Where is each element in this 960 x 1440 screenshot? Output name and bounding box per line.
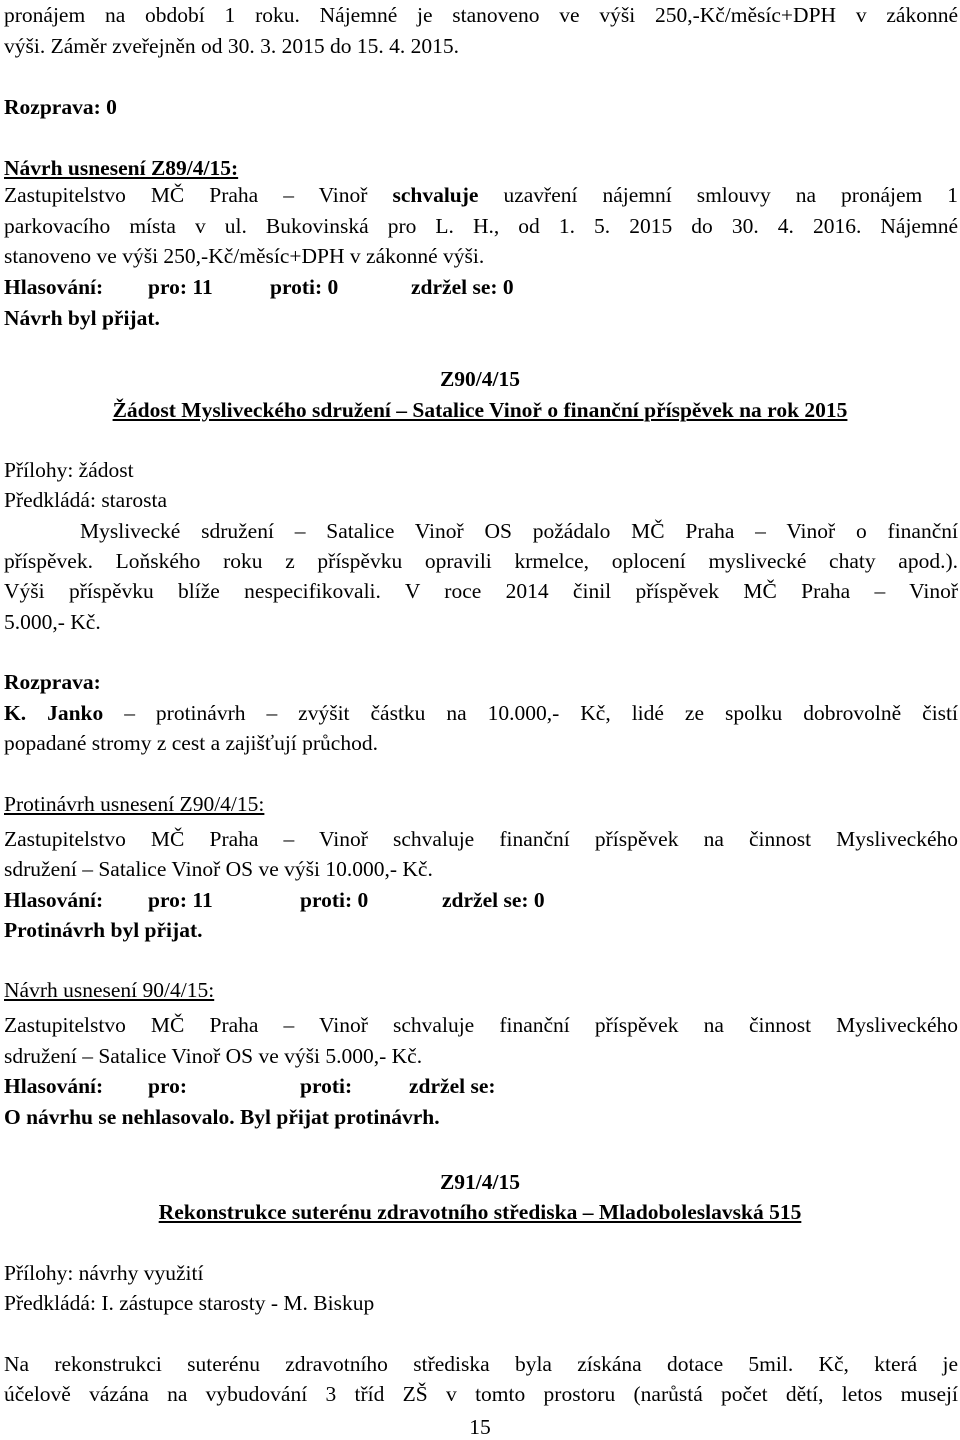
- page-number: 15: [469, 1415, 491, 1439]
- vote-line: [4, 887, 958, 913]
- vote-result: O návrhu se nehlasovalo. Byl přijat protinávrh.: [4, 1105, 440, 1129]
- paragraph-line: 5.000,- Kč.: [4, 610, 101, 634]
- paragraph-line: Na rekonstrukci suterénu zdravotního střediska byla získána dotace 5mil. Kč, která je: [4, 1352, 958, 1376]
- vote-label: Hlasování:: [4, 1074, 104, 1098]
- vote-label: Hlasování:: [4, 888, 104, 912]
- resolution-text-line: sdružení – Satalice Vinoř OS ve výši 5.000,- Kč.: [4, 1044, 423, 1068]
- vote-zdrzel: zdržel se: 0: [411, 275, 514, 299]
- vote-pro: pro: 11: [148, 888, 213, 912]
- vote-zdrzel: zdržel se:: [409, 1074, 496, 1098]
- vote-line: [4, 1073, 958, 1099]
- discussion-line: popadané stromy z cest a zajišťují průchod.: [4, 731, 378, 755]
- resolution-text-line: Zastupitelstvo MČ Praha – Vinoř schvaluje finanční příspěvek na činnost Mysliveckého: [4, 827, 958, 851]
- resolution-text-line: sdružení – Satalice Vinoř OS ve výši 10.000,- Kč.: [4, 857, 433, 881]
- paragraph-line: pronájem na období 1 roku. Nájemné je stanoveno ve výši 250,-Kč/měsíc+DPH v zákonné: [4, 3, 958, 27]
- vote-line: [4, 274, 958, 300]
- item-title: [0, 1199, 960, 1225]
- presenter: Předkládá: I. zástupce starosty - M. Biskup: [4, 1291, 375, 1315]
- paragraph-line: výši. Záměr zveřejněn od 30. 3. 2015 do 15. 4. 2015.: [4, 34, 459, 58]
- resolution-text-part: Zastupitelstvo MČ Praha – Vinoř: [4, 183, 393, 207]
- attachments: Přílohy: návrhy využití: [4, 1261, 204, 1285]
- vote-result: Protinávrh byl přijat.: [4, 918, 203, 942]
- discussion-text: – protinávrh – zvýšit částku na 10.000,- Kč, lidé ze spolku dobrovolně čistí: [103, 701, 958, 725]
- paragraph-line: příspěvek. Loňského roku z příspěvku opravili krmelce, oplocení myslivecké chaty apod.).: [4, 549, 958, 573]
- discussion-line: [4, 700, 958, 726]
- presenter: Předkládá: starosta: [4, 488, 167, 512]
- vote-proti: proti: 0: [270, 275, 339, 299]
- paragraph-line: Výši příspěvku blíže nespecifikovali. V roce 2014 činil příspěvek MČ Praha – Vinoř: [4, 579, 958, 603]
- item-title-text: Žádost Mysliveckého sdružení – Satalice Vinoř o finanční příspěvek na rok 2015: [112, 398, 848, 422]
- counterproposal-heading: Protinávrh usnesení Z90/4/15:: [4, 792, 265, 816]
- vote-zdrzel: zdržel se: 0: [442, 888, 545, 912]
- item-code: Z90/4/15: [439, 367, 521, 391]
- resolution-verb: schvaluje: [392, 183, 479, 207]
- speaker-name: K. Janko: [4, 701, 104, 725]
- vote-proti: proti: 0: [300, 888, 369, 912]
- resolution-text-line: stanoveno ve výši 250,-Kč/měsíc+DPH v zákonné výši.: [4, 244, 485, 268]
- paragraph-line: Myslivecké sdružení – Satalice Vinoř OS požádalo MČ Praha – Vinoř o finanční: [80, 519, 958, 543]
- rozprava-label: Rozprava: 0: [4, 95, 117, 119]
- vote-pro: pro: 11: [148, 275, 213, 299]
- item-title: [0, 397, 960, 423]
- vote-proti: proti:: [300, 1074, 353, 1098]
- resolution-text-part: uzavření nájemní smlouvy na pronájem 1: [478, 183, 958, 207]
- attachments: Přílohy: žádost: [4, 458, 134, 482]
- item-title-text: Rekonstrukce suterénu zdravotního střediska – Mladoboleslavská 515: [158, 1200, 802, 1224]
- resolution-text-line: [4, 182, 958, 208]
- resolution-heading: Návrh usnesení Z89/4/15:: [4, 156, 239, 180]
- resolution-text-line: Zastupitelstvo MČ Praha – Vinoř schvaluje finanční příspěvek na činnost Mysliveckého: [4, 1013, 958, 1037]
- vote-pro: pro:: [148, 1074, 188, 1098]
- resolution-text-line: parkovacího místa v ul. Bukovinská pro L. H., od 1. 5. 2015 do 30. 4. 2016. Nájemné: [4, 214, 958, 238]
- vote-label: Hlasování:: [4, 275, 104, 299]
- resolution-heading: Návrh usnesení 90/4/15:: [4, 978, 215, 1002]
- item-code: Z91/4/15: [439, 1170, 521, 1194]
- paragraph-line: účelově vázána na vybudování 3 tříd ZŠ v tomto prostoru (narůstá počet dětí, letos musejí: [4, 1382, 958, 1406]
- rozprava-label: Rozprava:: [4, 670, 101, 694]
- vote-result: Návrh byl přijat.: [4, 306, 160, 330]
